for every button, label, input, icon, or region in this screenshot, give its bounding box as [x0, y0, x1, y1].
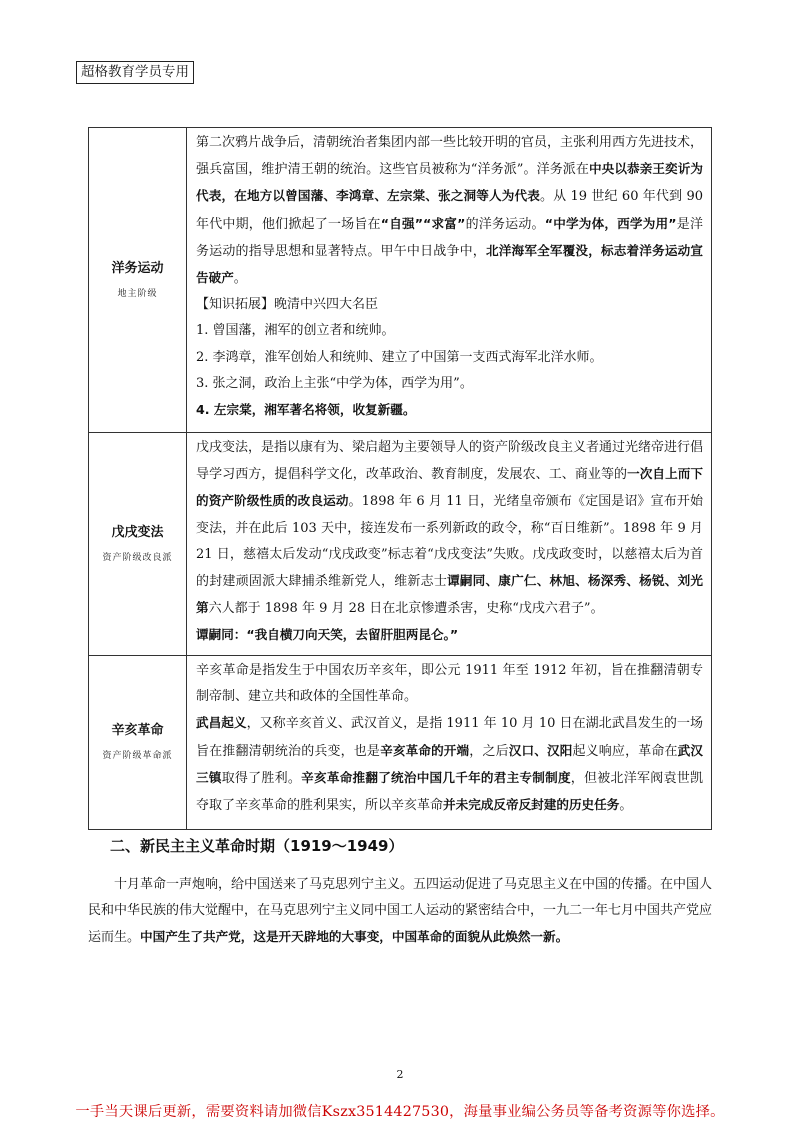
content-cell	[187, 656, 712, 830]
topic-cell	[89, 656, 187, 830]
list-item: 4. 左宗棠，湘军著名将领，收复新疆。	[196, 402, 416, 418]
content-paragraph: 辛亥革命是指发生于中国农历辛亥年，即公元 1911 年至 1912 年初，旨在推翻清朝专制帝制、建立共和政体的全国性革命。	[196, 663, 703, 705]
topic-name: 戊戌变法	[111, 524, 164, 540]
table-row	[89, 128, 712, 433]
topic-cell	[89, 128, 187, 433]
table-row	[89, 656, 712, 830]
body-paragraph: 十月革命一声炮响，给中国送来了马克思列宁主义。五四运动促进了马克思主义在中国的传播。在中国人民和中华民族的伟大觉醒中，在马克思列宁主义同中国工人运动的紧密结合中，一九二一年七月中国共产党应运而生。中国产生了共产党，这是开天辟地的大事变，中国革命的面貌从此焕然一新。	[88, 877, 713, 945]
table-row	[89, 433, 712, 656]
section-heading: 二、新民主主义革命时期（1919～1949）	[110, 837, 404, 855]
header-tag: 超格教育学员专用	[76, 61, 194, 84]
content-paragraph: 武昌起义，又称辛亥首义、武汉首义，是指 1911 年 10 月 10 日在湖北武昌发生的一场旨在推翻清朝统治的兵变，也是辛亥革命的开端，之后汉口、汉阳起义响应，革命在武汉三镇取得了胜利。辛亥革命推翻了统治中国几千年的君主专制制度，但被北洋军阀袁世凯夺取了辛亥革命的胜利果实，所以辛亥革命并未完成反帝反封建的历史任务。	[196, 715, 704, 814]
page-number: 2	[396, 1068, 404, 1081]
quote-line: 谭嗣同：“我自横刀向天笑，去留肝胆两昆仑。”	[196, 627, 459, 643]
list-item: 1. 曾国藩，湘军的创立者和统帅。	[196, 323, 395, 339]
content-cell	[187, 128, 712, 433]
list-item: 2. 李鸿章，淮军创始人和统帅、建立了中国第一支西式海军北洋水师。	[196, 349, 603, 365]
topic-class: 资产阶级改良派	[102, 552, 173, 563]
content-cell	[187, 433, 712, 656]
topic-class: 资产阶级革命派	[102, 751, 173, 761]
content-paragraph: 第二次鸦片战争后，清朝统治者集团内部一些比较开明的官员，主张利用西方先进技术，强兵富国，维护清王朝的统治。这些官员被称为“洋务派”。洋务派在中央以恭亲王奕䜣为代表，在地方以曾国藩、李鸿章、左宗棠、张之洞等人为代表。从 19 世纪 60 年代到 90 年代中期，他们掀起了一场旨在“自强”“求富”的洋务运动。“中学为体，西学为用”是洋务运动的指导思想和显著特点。甲午中日战争中，北洋海军全军覆没，标志着洋务运动宣告破产。	[196, 135, 704, 287]
topic-class: 地主阶级	[117, 288, 158, 299]
footer-ad-text: 一手当天课后更新，需要资料请加微信Kszx3514427530，海量事业编公务员等备考资源等你选择。	[75, 1104, 725, 1120]
topic-name: 辛亥革命	[111, 723, 164, 738]
topic-name: 洋务运动	[111, 260, 164, 276]
extension-title: 【知识拓展】晚清中兴四大名臣	[196, 297, 379, 313]
list-item: 3. 张之洞，政治上主张“中学为体，西学为用”。	[196, 375, 473, 391]
history-table	[88, 127, 712, 830]
topic-cell	[89, 433, 187, 656]
content-paragraph: 戊戌变法，是指以康有为、梁启超为主要领导人的资产阶级改良主义者通过光绪帝进行倡导学习西方，提倡科学文化，改革政治、教育制度，发展农、工、商业等的一次自上而下的资产阶级性质的改良运动。1898 年 6 月 11 日，光绪皇帝颁布《定国是诏》宣布开始变法，并在此后 103 天中，接连发布一系列新政的政令，称“百日维新”。1898 年 9 月 21 日，慈禧太后发动“戊戌政变”标志着“戊戌变法”失败。戊戌政变时，以慈禧太后为首的封建顽固派大肆捕杀维新党人，维新志士谭嗣同、康广仁、林旭、杨深秀、杨锐、刘光第六人都于 1898 年 9 月 28 日在北京惨遭杀害，史称“戊戌六君子”。	[196, 440, 704, 617]
